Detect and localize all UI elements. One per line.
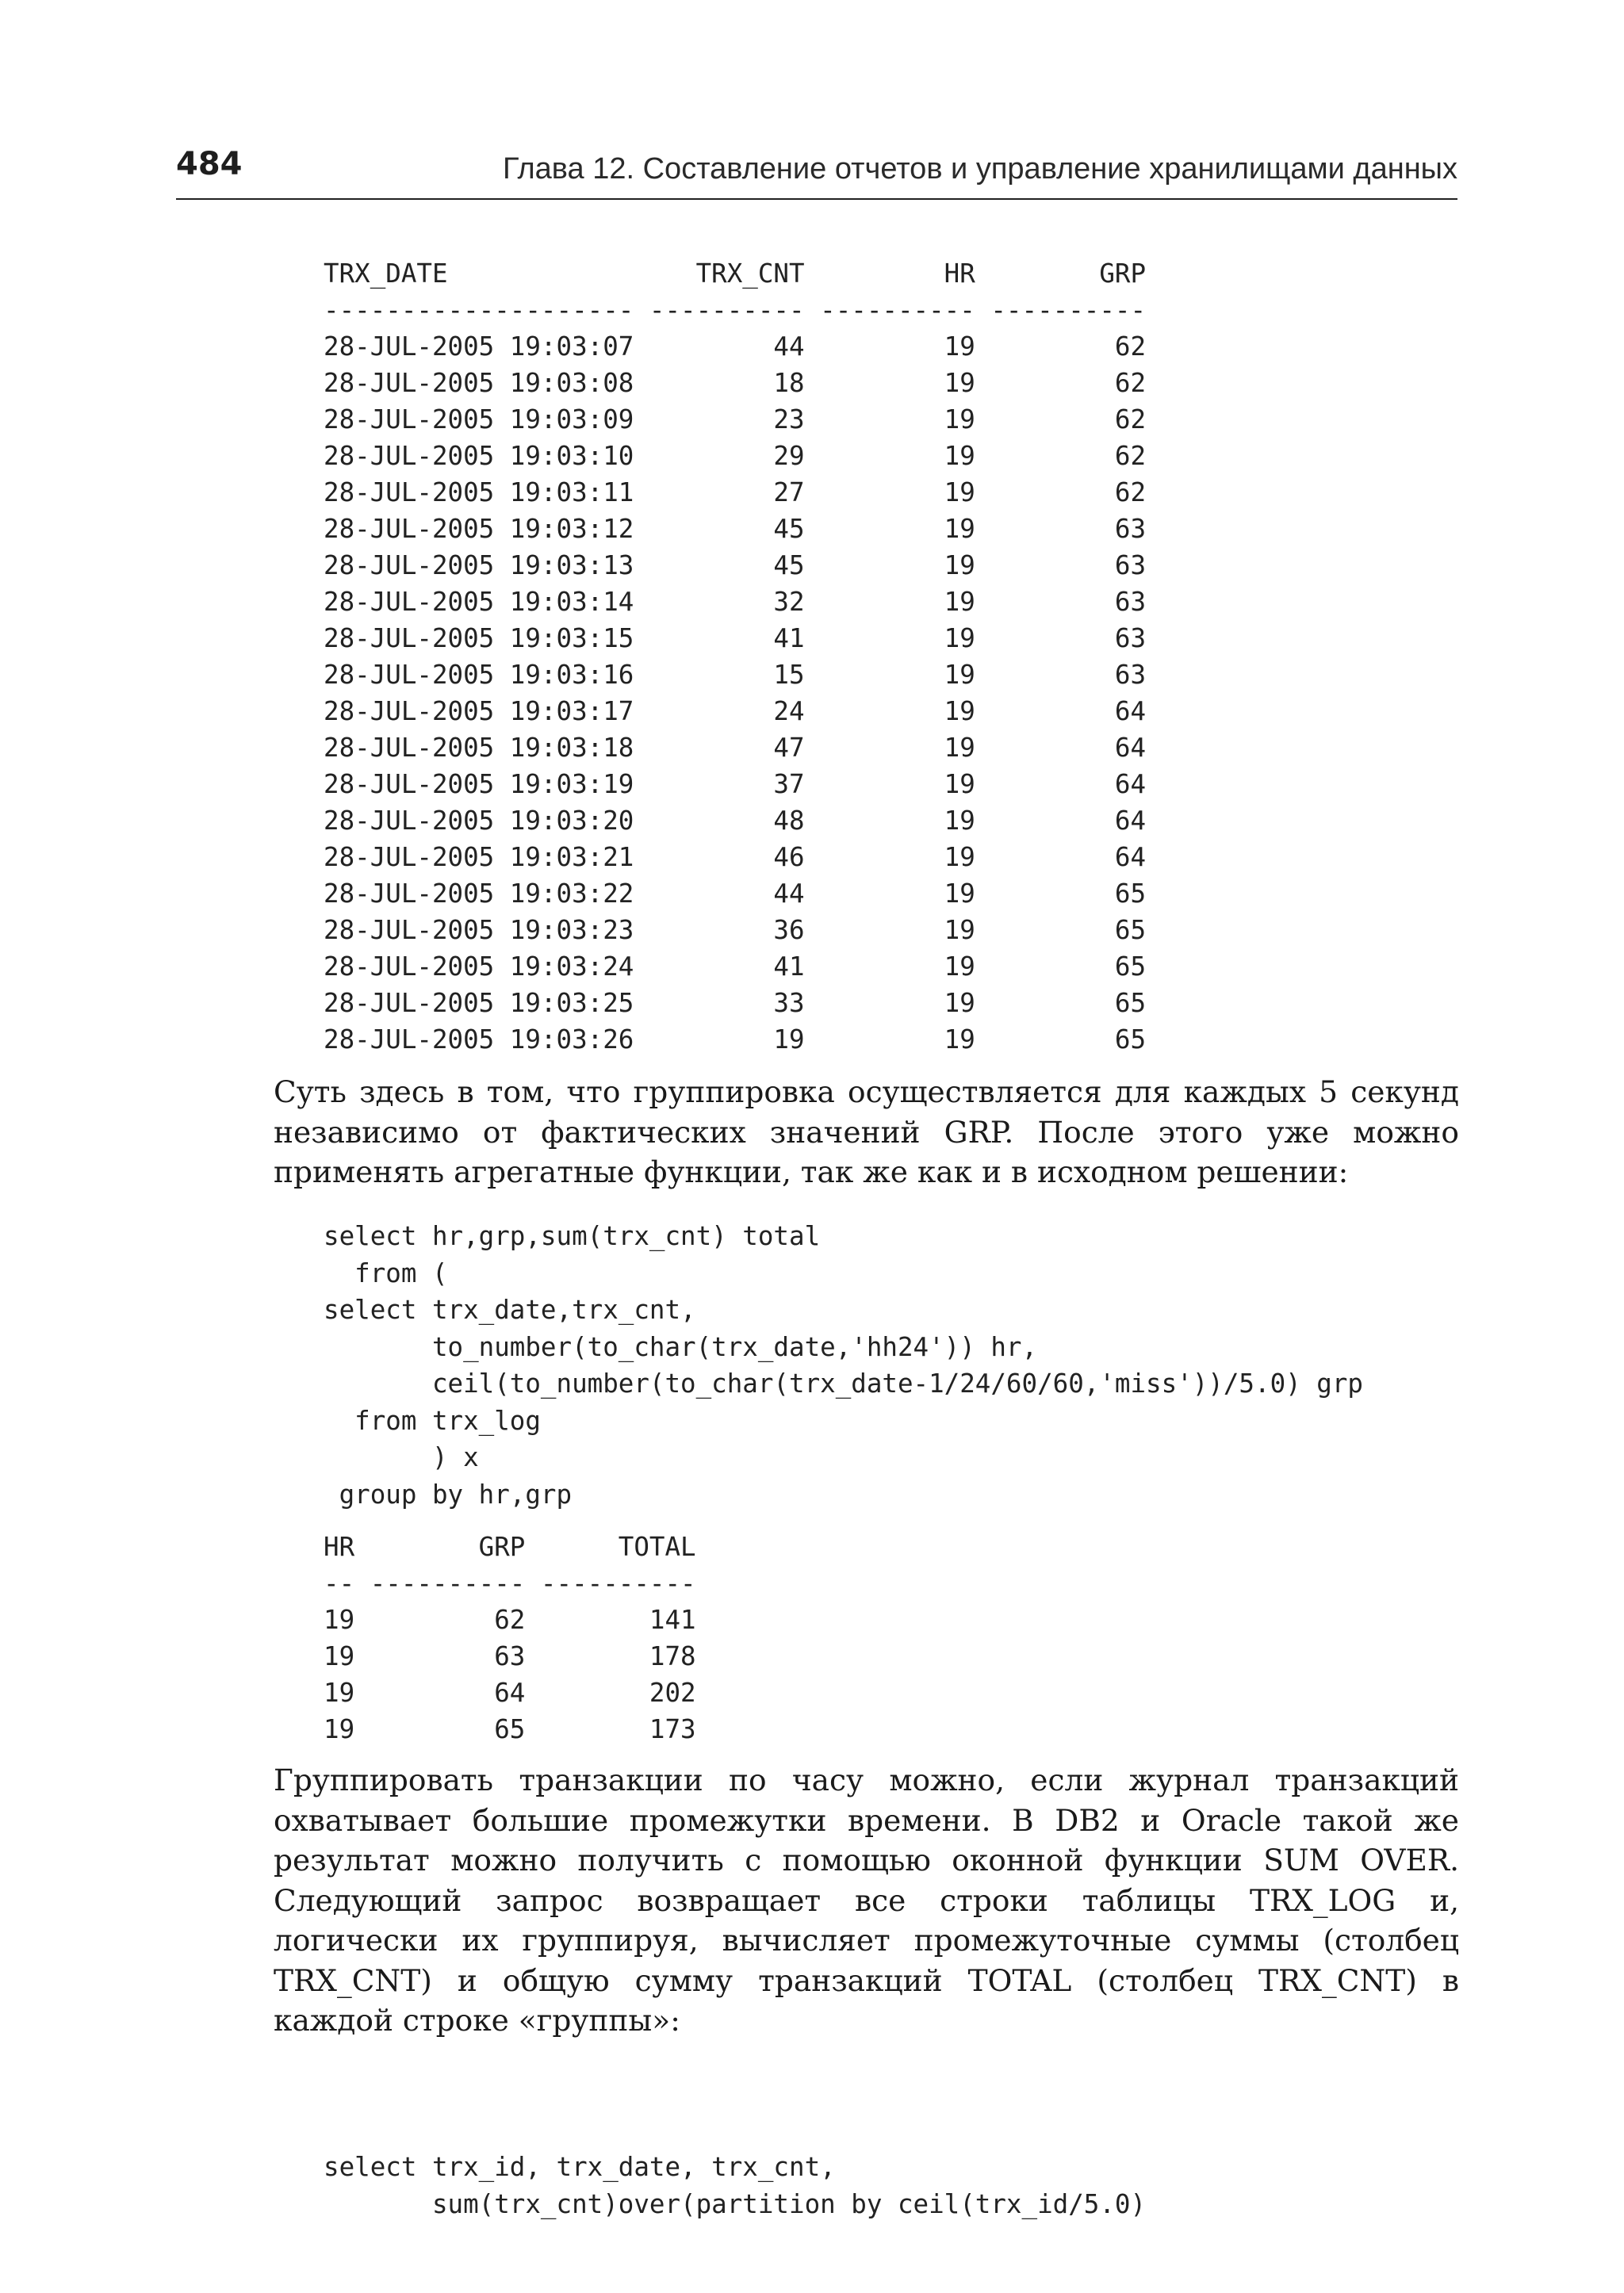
table-separator-line: -- ---------- ---------- [324, 1568, 696, 1598]
table-row: 28-JUL-2005 19:03:15 41 19 63 [324, 623, 1147, 653]
table-row: 28-JUL-2005 19:03:26 19 19 65 [324, 1024, 1147, 1055]
page-number: 484 [176, 146, 243, 182]
table-row: 28-JUL-2005 19:03:23 36 19 65 [324, 915, 1147, 945]
result-table-totals [324, 1529, 696, 1748]
code-line: ceil(to_number(to_char(trx_date-1/24/60/60,'miss'))/5.0) grp [324, 1369, 1363, 1399]
table-row: 19 64 202 [324, 1678, 696, 1708]
code-line: group by hr,grp [324, 1479, 573, 1510]
table-header-line: TRX_DATE TRX_CNT HR GRP [324, 258, 1147, 289]
table-row: 28-JUL-2005 19:03:17 24 19 64 [324, 696, 1147, 726]
code-line: sum(trx_cnt)over(partition by ceil(trx_id/5.0) [324, 2189, 1147, 2219]
code-line: select hr,grp,sum(trx_cnt) total [324, 1221, 821, 1251]
table-row: 19 62 141 [324, 1605, 696, 1635]
table-row: 28-JUL-2005 19:03:07 44 19 62 [324, 331, 1147, 362]
table-separator-line: -------------------- ---------- ---------- ---------- [324, 295, 1147, 325]
code-line: from ( [324, 1258, 448, 1288]
table-row: 28-JUL-2005 19:03:19 37 19 64 [324, 769, 1147, 799]
table-row: 28-JUL-2005 19:03:12 45 19 63 [324, 514, 1147, 544]
table-row: 28-JUL-2005 19:03:18 47 19 64 [324, 733, 1147, 763]
sql-code-block [324, 1218, 1363, 1513]
table-row: 28-JUL-2005 19:03:16 15 19 63 [324, 660, 1147, 690]
table-row: 28-JUL-2005 19:03:11 27 19 62 [324, 477, 1147, 507]
code-line: select trx_id, trx_date, trx_cnt, [324, 2152, 836, 2182]
body-paragraph: Группировать транзакции по часу можно, если журнал транзакций охватывает большие промежутки времени. В DB2 и Oracle такой же результат можно получить с помощью оконной функции SUM OVER. Следующий запрос возвращает все строки таблицы TRX_LOG и, логически их группируя, вычисляет промежуточные суммы (столбец TRX_CNT) и общую сумму транзакций TOTAL (столбец TRX_CNT) в каждой строке «группы»: [274, 1763, 1459, 2038]
body-paragraph: Суть здесь в том, что группировка осуществляется для каждых 5 секунд независимо от фактических значений GRP. После этого уже можно применять агрегатные функции, так же как и в исходном решении: [274, 1074, 1459, 1189]
code-line: to_number(to_char(trx_date,'hh24')) hr, [324, 1331, 1038, 1362]
result-table-trx-log [324, 255, 1146, 1058]
table-row: 28-JUL-2005 19:03:10 29 19 62 [324, 441, 1147, 471]
table-row: 28-JUL-2005 19:03:22 44 19 65 [324, 879, 1147, 909]
page-header [176, 141, 1457, 200]
table-row: 28-JUL-2005 19:03:13 45 19 63 [324, 550, 1147, 580]
table-row: 28-JUL-2005 19:03:21 46 19 64 [324, 842, 1147, 872]
table-header-line: HR GRP TOTAL [324, 1532, 696, 1562]
table-row: 28-JUL-2005 19:03:09 23 19 62 [324, 404, 1147, 434]
table-row: 28-JUL-2005 19:03:08 18 19 62 [324, 368, 1147, 398]
code-line: select trx_date,trx_cnt, [324, 1295, 696, 1325]
code-line: from trx_log [324, 1405, 541, 1436]
table-row: 28-JUL-2005 19:03:25 33 19 65 [324, 988, 1147, 1018]
table-row: 19 63 178 [324, 1641, 696, 1671]
table-row: 19 65 173 [324, 1714, 696, 1744]
table-row: 28-JUL-2005 19:03:20 48 19 64 [324, 806, 1147, 836]
table-row: 28-JUL-2005 19:03:14 32 19 63 [324, 587, 1147, 617]
sql-code-block [324, 2149, 1146, 2223]
chapter-title: Глава 12. Составление отчетов и управление хранилищами данных [503, 152, 1457, 186]
code-line: ) x [324, 1442, 479, 1472]
table-row: 28-JUL-2005 19:03:24 41 19 65 [324, 951, 1147, 982]
